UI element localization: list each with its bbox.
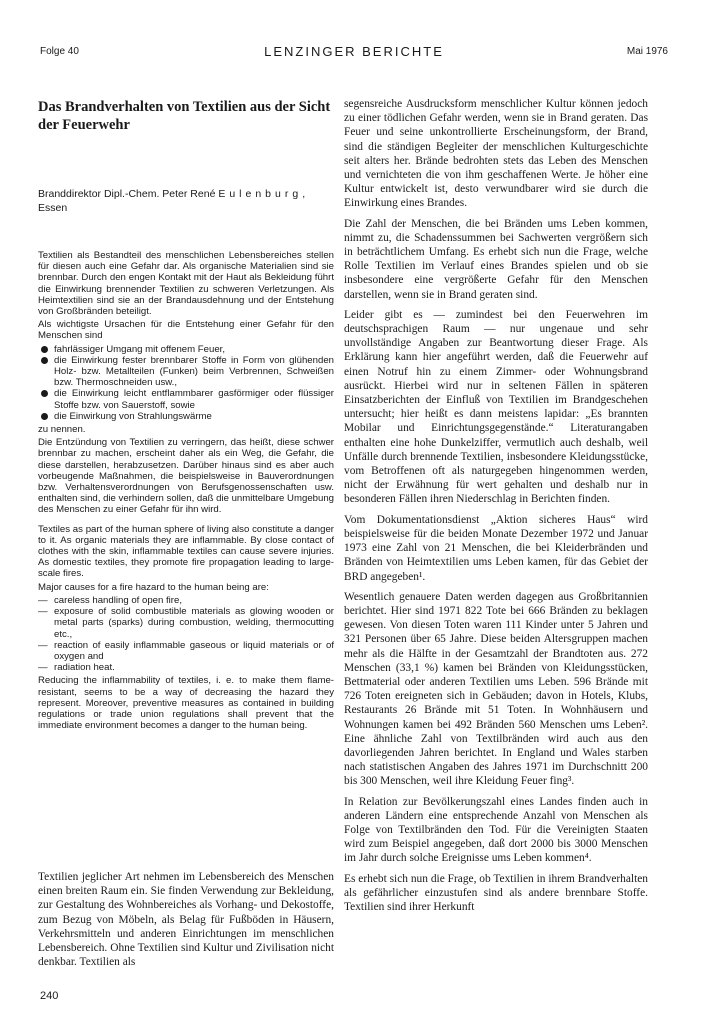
author-surname: Eulenburg, (218, 188, 310, 200)
left-column (38, 98, 334, 969)
author-city: Essen (38, 202, 68, 214)
list-item: die Einwirkung fester brennbarer Stoffe in Form von glühenden Holz- bzw. Metallteilen (Funken) beim Verbrennen, Schweißen bzw. Thermoschneiden usw., (38, 355, 334, 389)
body-paragraph: Leider gibt es — zumindest bei den Feuerwehren im deutschsprachigen Raum — nur ungenaue und sehr unvollständige Angaben zur Beantwortung dieser Frage. Als Erklärung kann hier angeführt werden, daß die Feuerwehr auf einen Notruf hin zu einem Zimmer- oder Wohnungsbrand ausrückt. Hierbei wird nur in seltenen Fällen in späteren Einsatzberichten der Einfluß von Textilien im Brandgeschehen untersucht; hier heißt es dann meistens lapidar: „Es brannten Mobilar und Einrichtungsgegenstände.“ Literaturangaben enthalten eine hohe Dunkelziffer, vermutlich auch deshalb, weil Unfälle durch brennende Textilien, insbesondere Kleidungsstücke, vom Betroffenen oft als naturgegeben hingenommen werden, nicht der Erwähnung für wert gehalten und deshalb nur in besonderen Fällen ihren Niederschlag in Berichten finden. (344, 308, 648, 506)
journal-title: LENZINGER BERICHTE (264, 44, 444, 59)
author-prefix: Branddirektor Dipl.-Chem. Peter René (38, 188, 219, 200)
list-item: — radiation heat. (38, 662, 334, 673)
abstract-de-p4: Die Entzündung von Textilien zu verringern, das heißt, diese schwer brennbar zu machen, erscheint daher als ein Weg, die Gefahr, die diese darstellen, herabzusetzen. Darüber hinaus sind es aber auch vorbeugende Maßnahmen, die beispielsweise in Bauverordnungen bzw. Verhaltensverordnungen von Berufsgenossenschaften usw. enthalten sind, die verhindern sollen, daß die unmittelbare Umgebung des Menschen zu einer Gefahr für ihn wird. (38, 437, 334, 516)
issue-label: Folge 40 (40, 46, 79, 57)
abstract-de-p3: zu nennen. (38, 424, 86, 436)
issue-date: Mai 1976 (626, 46, 668, 57)
right-column (344, 97, 648, 920)
body-intro (38, 870, 334, 975)
body-paragraph: In Relation zur Bevölkerungszahl eines Landes finden auch in anderen Ländern eine entsprechende Anzahl von Menschen als Folge von Textilbränden den Tod. Für die Vereinigten Staaten wird zum Beispiel angegeben, daß dort 2000 bis 3000 Menschen im Jahr durch solche Ereignisse ums Leben kommen⁴. (344, 795, 648, 865)
list-item: — reaction of easily inflammable gaseous or liquid materials or of oxygen and (38, 640, 334, 662)
abstract-en-bullets (38, 595, 334, 673)
abstract-de-p1: Textilien als Bestandteil des menschlichen Lebensbereiches stellen für diesen auch eine Gefahr dar. Als organische Materialien sind sie brennbar. Durch den engen Kontakt mit der Haut als Bekleidung führt die Einwirkung brennender Textilien zu schweren Verletzungen. Als Heimtextilien sind sie an der Brandausdehnung und der Entstehung von Großbränden beteiligt. (38, 250, 334, 318)
abstract-en-p1: Textiles as part of the human sphere of living also constitute a danger to it. As organic materials they are inflammable. By close contact of clothes with the skin, inflammable textiles can cause severe injuries. As domestic textiles, they promote fire propagation leading to large-scale fires. (38, 523, 334, 580)
abstract-english (38, 524, 334, 732)
list-item: — exposure of solid combustible materials as glowing wooden or metal parts (sparks) during combustion, welding, thermocutting etc., (38, 606, 334, 640)
page-number: 240 (40, 990, 59, 1002)
body-paragraph: Wesentlich genauere Daten werden dagegen aus Großbritannien berichtet. Hier sind 1971 822 Tote bei 666 Bränden zu beklagen gewesen. Von diesen Toten waren 111 Kinder unter 5 Jahren und 321 Personen über 65 Jahre. Diese beiden Altersgruppen machen mehr als die Hälfte in der Gesamtzahl der Brandtoten aus. 272 Menschen (33,1 %) kamen bei Bränden von Kleidungsstücken, Bettmaterial oder anderen Textilien ums Leben. 596 Brände mit 726 Toten ereigneten sich in Gebäuden; davon in Hotels, Klubs, Restaurants 26 Brände mit 51 Toten. In Wohnhäusern und Wohnungen kamen bei 492 Bränden 560 Menschen ums Leben². Eine ähnliche Zahl von Textilbränden wird auch aus den davorliegenden Jahren berichtet. In England und Wales starben nach statistischen Angaben des Jahres 1971 im Durchschnitt 200 bis 300 Menschen, weil ihre Kleidung Feuer fing³. (344, 590, 648, 788)
list-item: die Einwirkung von Strahlungswärme (38, 411, 334, 422)
article-title: Das Brandverhalten von Textilien aus der Sicht der Feuerwehr (38, 99, 331, 133)
body-paragraph: Textilien jeglicher Art nehmen im Lebensbereich des Menschen einen breiten Raum ein. Sie finden Verwendung zur Bekleidung, zur Gestaltung des Wohnbereiches als Vorhang- und Dekostoffe, zum Bezug von Möbeln, als Belag für Fußböden in Häusern, Verkehrsmitteln und anderen Einrichtungen im menschlichen Lebensbereich. Ohne Textilien sind Kultur und Zivilisation nicht denkbar. Textilien als (38, 871, 334, 969)
body-paragraph: Die Zahl der Menschen, die bei Bränden ums Leben kommen, nimmt zu, die Schadenssummen bei Sachwerten vergrößern sich in beträchtlichem Umfang. Es erhebt sich nun die Frage, welche Rolle Textilien im Verlauf eines Brandes spielen und ob sie insbesondere eine vergrößerte Gefahr für den Menschen darstellen, wenn sie in Brand geraten sind. (344, 217, 648, 301)
body-paragraph: Vom Dokumentationsdienst „Aktion sicheres Haus“ wird beispielsweise für die beiden Monate Dezember 1972 und Januar 1973 eine Zahl von 21 Menschen, die bei Kleiderbränden und Bränden von Heimtextilien ums Leben kamen, für das Gebiet der BRD angegeben¹. (344, 513, 648, 583)
list-item: fahrlässiger Umgang mit offenem Feuer, (38, 344, 334, 355)
list-item: die Einwirkung leicht entflammbarer gasförmiger oder flüssiger Stoffe bzw. von Sauerstoff, sowie (38, 388, 334, 410)
list-item: — careless handling of open fire, (38, 595, 334, 606)
body-paragraph: segensreiche Ausdrucksform menschlicher Kultur können jedoch zu einer tödlichen Gefahr werden, wenn sie in Brand geraten. Das Feuer und seine unkontrollierte Erscheinungsform, der Brand, sind die ständigen Begleiter der menschlichen Kulturgeschichte seit alters her. Brände bedrohten stets das Leben des Menschen und vernichteten die von ihm geschaffenen Werte. Je höher eine Kultur entwickelt ist, desto verwundbarer wird sie durch die Einwirkung eines Brandes. (344, 98, 648, 210)
abstract-en-p3: Reducing the inflammability of textiles, i. e. to make them flame-resistant, seems to be a way of decreasing the hazard they represent. Moreover, preventive measures as contained in building regulations or trade union regulations shall prevent that the immediate environment becomes a danger to the human being. (38, 675, 334, 732)
abstract-german (38, 250, 334, 516)
running-header (40, 44, 668, 60)
body-paragraph: Es erhebt sich nun die Frage, ob Textilien in ihrem Brandverhalten als gefährlicher einzustufen sind als andere brennbare Stoffe. Textilien sind ihrer Herkunft (344, 872, 648, 913)
abstract-de-bullets (38, 344, 334, 422)
abstract-en-p2: Major causes for a fire hazard to the human being are: (38, 581, 269, 593)
abstract-de-p2: Als wichtigste Ursachen für die Entstehung einer Gefahr für den Menschen sind (38, 319, 334, 342)
author-block (38, 187, 334, 215)
